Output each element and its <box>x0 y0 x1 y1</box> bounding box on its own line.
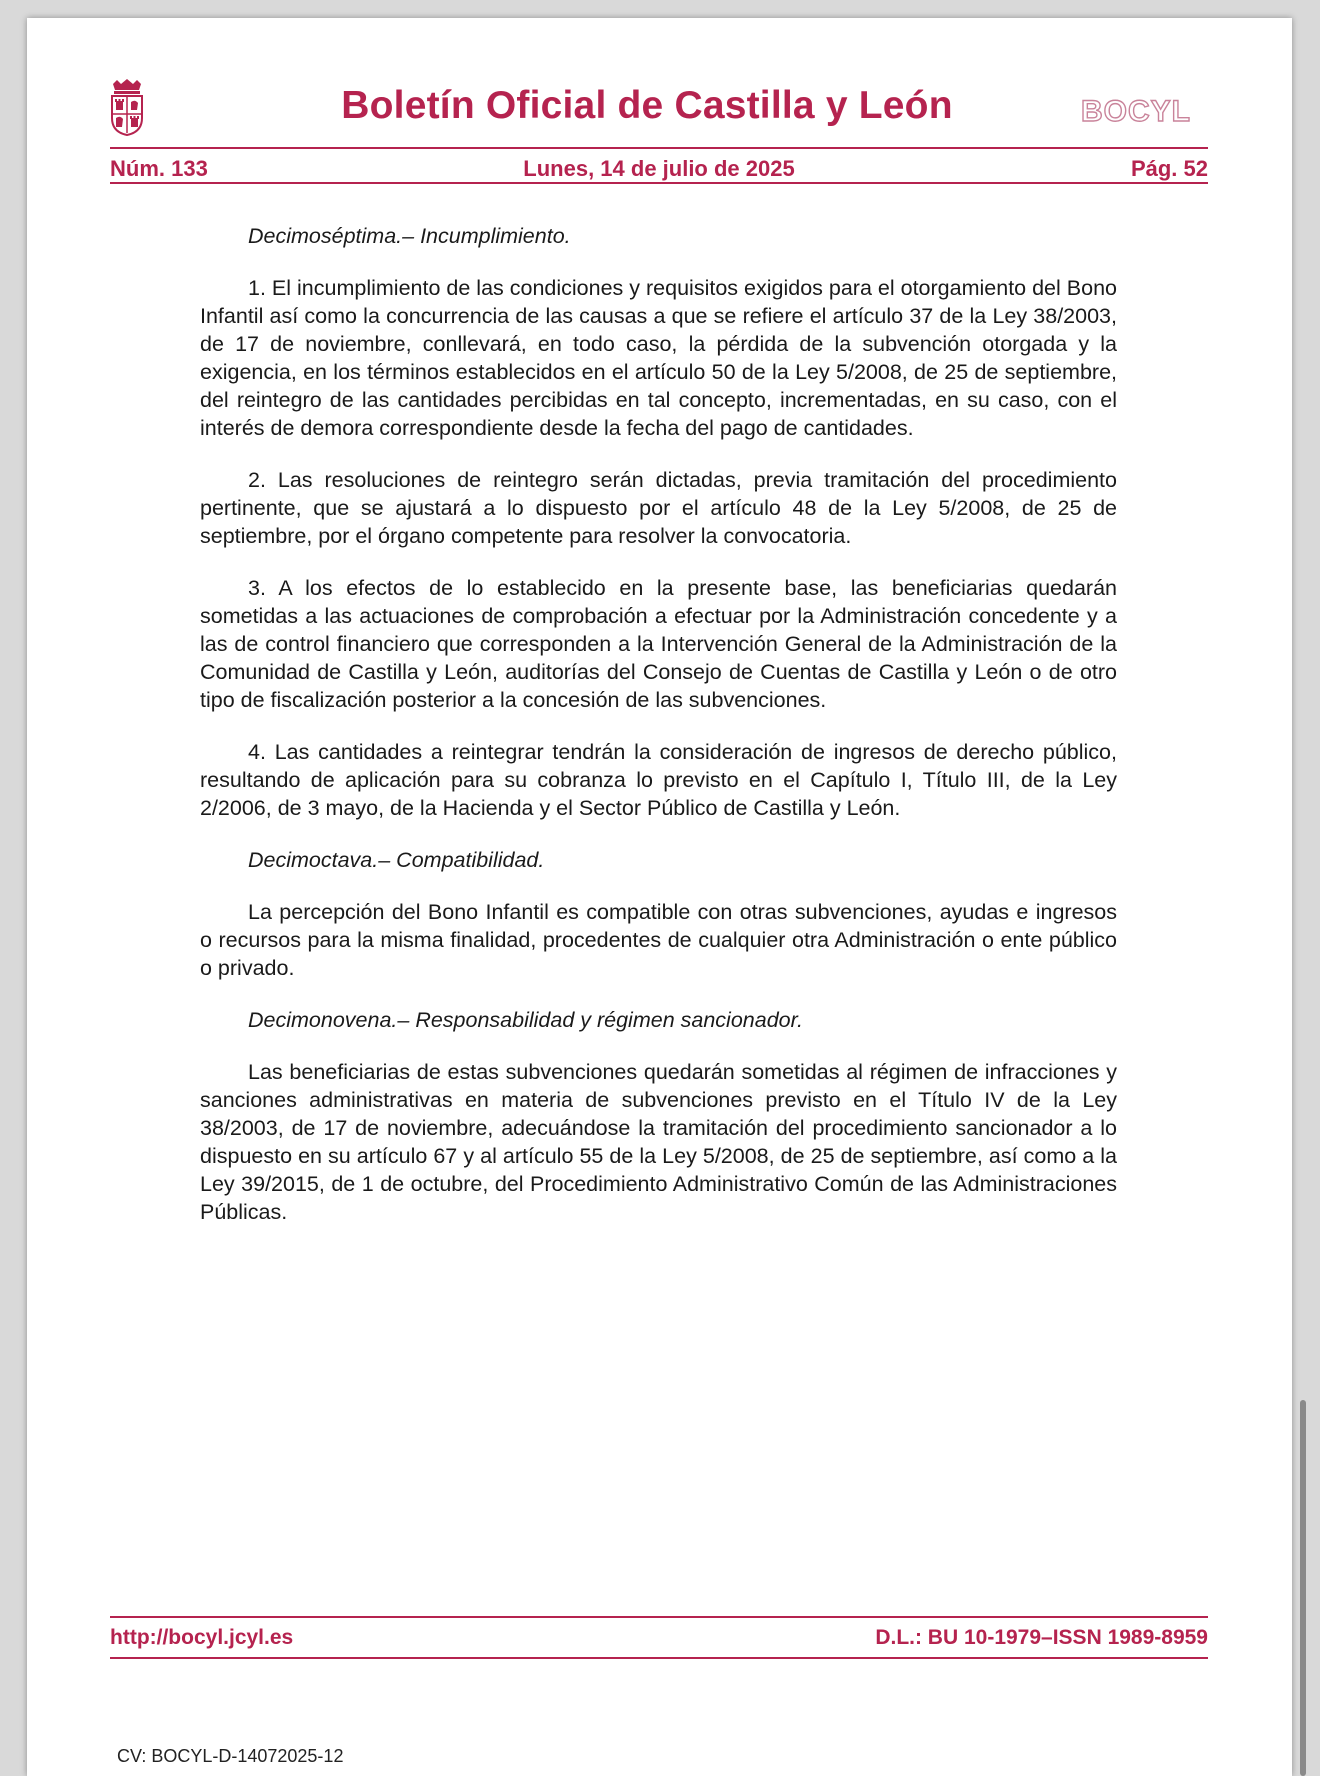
paragraph: La percepción del Bono Infantil es compatible con otras subvenciones, ayudas e ingresos o recursos para la misma finalidad, procedentes de cualquier otra Administración o ente público o privado. <box>200 900 1117 980</box>
bulletin-title: Boletín Oficial de Castilla y León <box>341 84 953 127</box>
bocyl-logo: BOCYL <box>1081 95 1191 128</box>
footer-rule-bottom <box>110 1657 1208 1659</box>
scrollbar[interactable] <box>1300 1400 1306 1776</box>
issue-number: Núm. 133 <box>110 156 208 181</box>
issue-date: Lunes, 14 de julio de 2025 <box>523 156 795 181</box>
cv-code: CV: BOCYL-D-14072025-12 <box>117 1746 344 1766</box>
paragraph: 3. A los efectos de lo establecido en la presente base, las beneficiarias quedarán sometidas a las actuaciones de comprobación a efectuar por la Administración concedente y a las de control financiero que corresponden a la Intervención General de la Administración de la Comunidad de Castilla y León, auditorías del Consejo de Cuentas de Castilla y León o de otro tipo de fiscalización posterior a la concesión de las subvenciones. <box>200 576 1117 712</box>
footer-rule-top <box>110 1616 1208 1618</box>
page-number: Pág. 52 <box>1130 156 1208 181</box>
section-heading: Decimoséptima.– Incumplimiento. <box>248 224 571 248</box>
header-rule-bottom <box>110 182 1208 184</box>
header-rule-top <box>110 147 1208 149</box>
paragraph: 2. Las resoluciones de reintegro serán dictadas, previa tramitación del procedimiento pertinente, que se ajustará a lo dispuesto por el artículo 48 de la Ley 5/2008, de 25 de septiembre, por el órgano competente para resolver la convocatoria. <box>200 468 1117 548</box>
paragraph: 1. El incumplimiento de las condiciones y requisitos exigidos para el otorgamiento del Bono Infantil así como la concurrencia de las causas a que se refiere el artículo 37 de la Ley 38/2003, de 17 de noviembre, conllevará, en todo caso, la pérdida de la subvención otorgada y la exigencia, en los términos establecidos en el artículo 50 de la Ley 5/2008, de 25 de septiembre, del reintegro de las cantidades percibidas en tal concepto, incrementadas, en su caso, con el interés de demora correspondiente desde la fecha del pago de cantidades. <box>200 276 1117 440</box>
document-page <box>27 18 1292 1776</box>
legal-deposit: D.L.: BU 10-1979–ISSN 1989-8959 <box>875 1626 1208 1649</box>
section-heading: Decimoctava.– Compatibilidad. <box>248 848 545 872</box>
paragraph: Las beneficiarias de estas subvenciones quedarán sometidas al régimen de infracciones y sanciones administrativas en materia de subvenciones previsto en el Título IV de la Ley 38/2003, de 17 de noviembre, adecuándose la tramitación del procedimiento sancionador a lo dispuesto en su artículo 67 y al artículo 55 de la Ley 5/2008, de 25 de septiembre, así como a la Ley 39/2015, de 1 de octubre, del Procedimiento Administrativo Común de las Administraciones Públicas. <box>200 1060 1117 1224</box>
paragraph: 4. Las cantidades a reintegrar tendrán la consideración de ingresos de derecho público, resultando de aplicación para su cobranza lo previsto en el Capítulo I, Título III, de la Ley 2/2006, de 3 mayo, de la Hacienda y el Sector Público de Castilla y León. <box>200 740 1117 820</box>
section-heading: Decimonovena.– Responsabilidad y régimen sancionador. <box>248 1008 803 1032</box>
document-body <box>200 222 1117 1250</box>
coat-of-arms-icon <box>109 78 145 136</box>
bulletin-url-link[interactable]: http://bocyl.jcyl.es <box>110 1626 294 1649</box>
